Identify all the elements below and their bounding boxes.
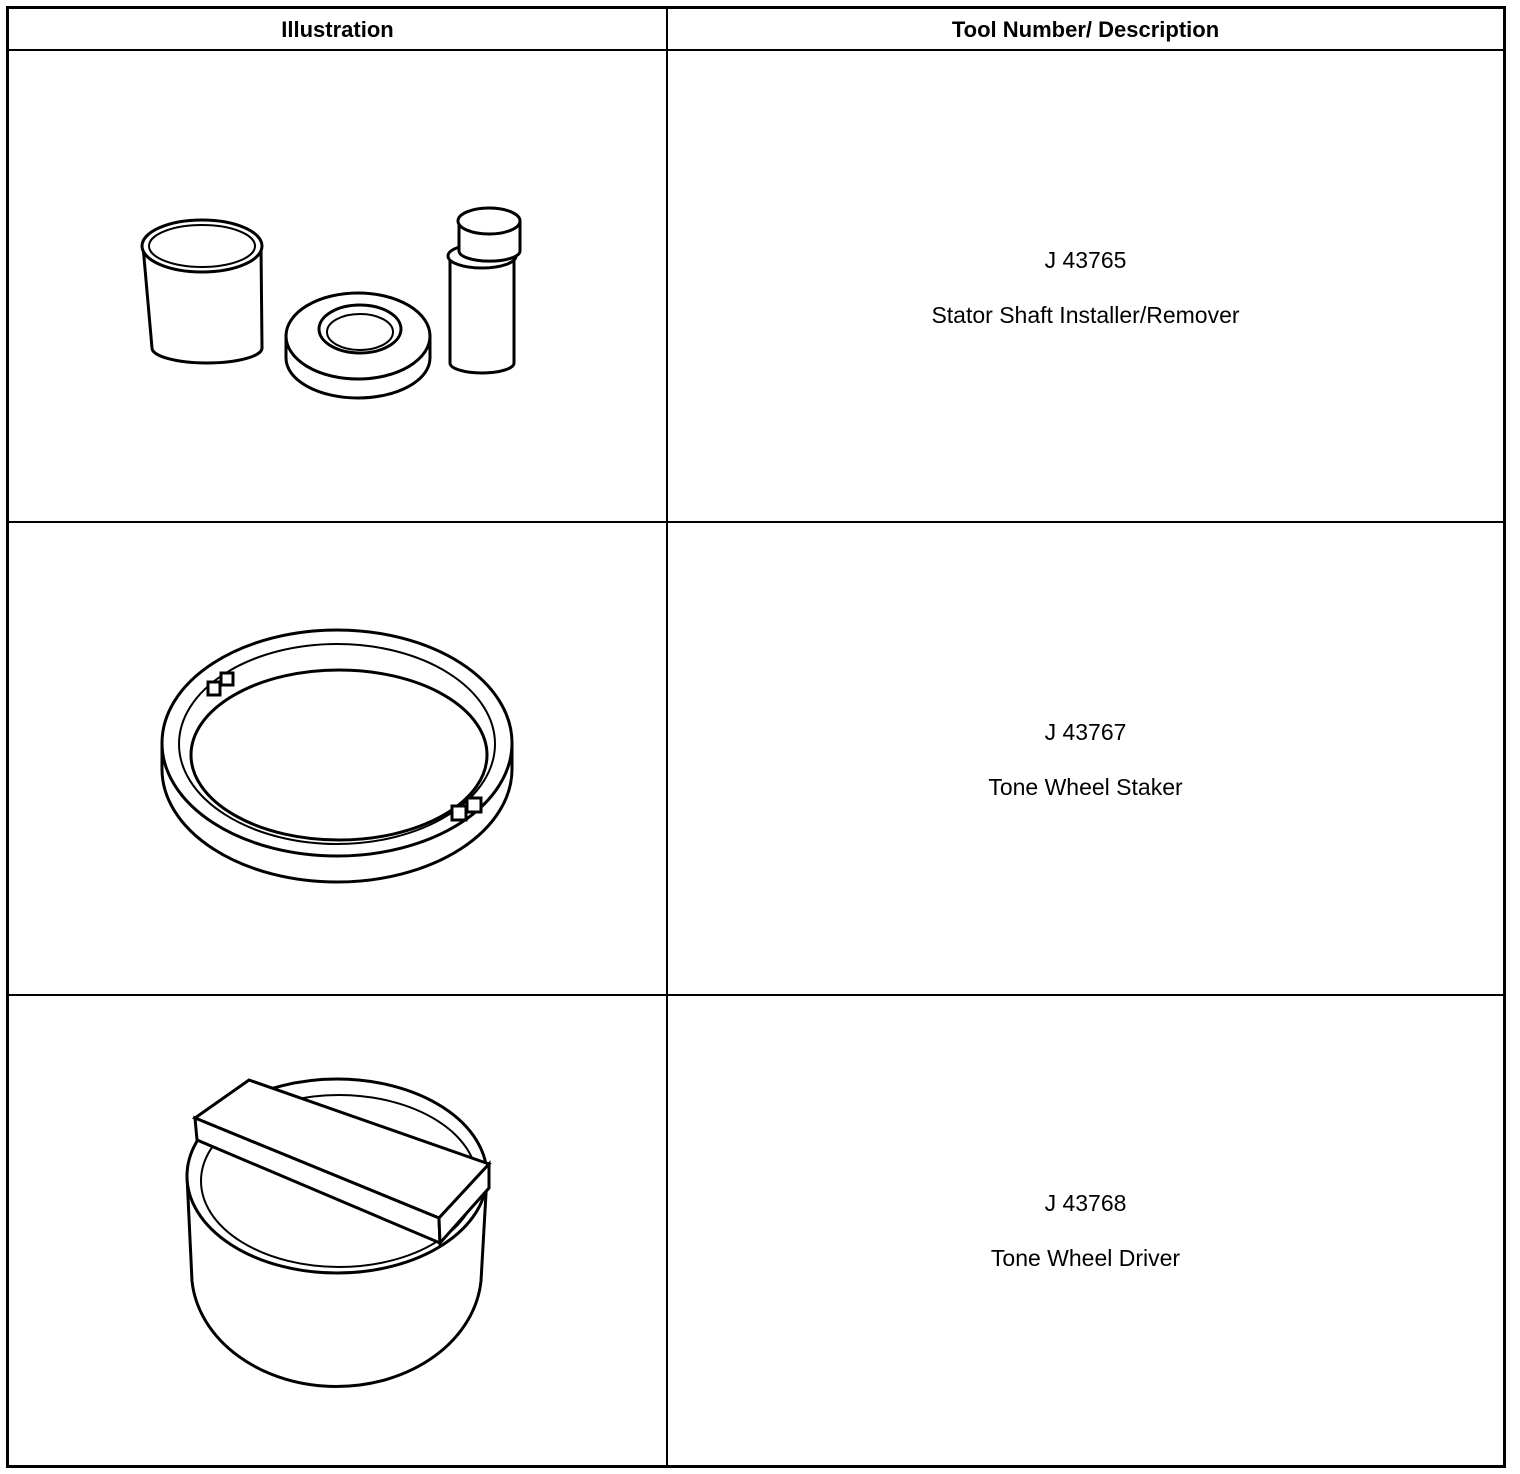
table-header [9, 9, 1503, 51]
tool-number: J 43767 [1044, 718, 1127, 745]
tool-description-cell [668, 523, 1503, 995]
tool-table [6, 6, 1506, 1468]
tool-number: J 43768 [1044, 1190, 1127, 1216]
tool-column-header: Tool Number/ Description [951, 17, 1220, 42]
tool-description: Tone Wheel Staker [988, 773, 1183, 800]
tool-description: Tone Wheel Driver [990, 1245, 1181, 1271]
tool-description: Stator Shaft Installer/Remover [931, 301, 1240, 328]
tone-wheel-driver-illustration [9, 996, 666, 1465]
stator-shaft-tool-illustration [9, 51, 666, 523]
tone-wheel-staker-illustration [9, 523, 666, 995]
table-row [9, 523, 1503, 995]
table-row [9, 996, 1503, 1465]
tool-number: J 43765 [1044, 246, 1127, 273]
illustration-column-header: Illustration [281, 17, 394, 42]
table-row [9, 51, 1503, 523]
tool-description-cell [668, 51, 1503, 523]
tool-description-cell [668, 996, 1503, 1465]
